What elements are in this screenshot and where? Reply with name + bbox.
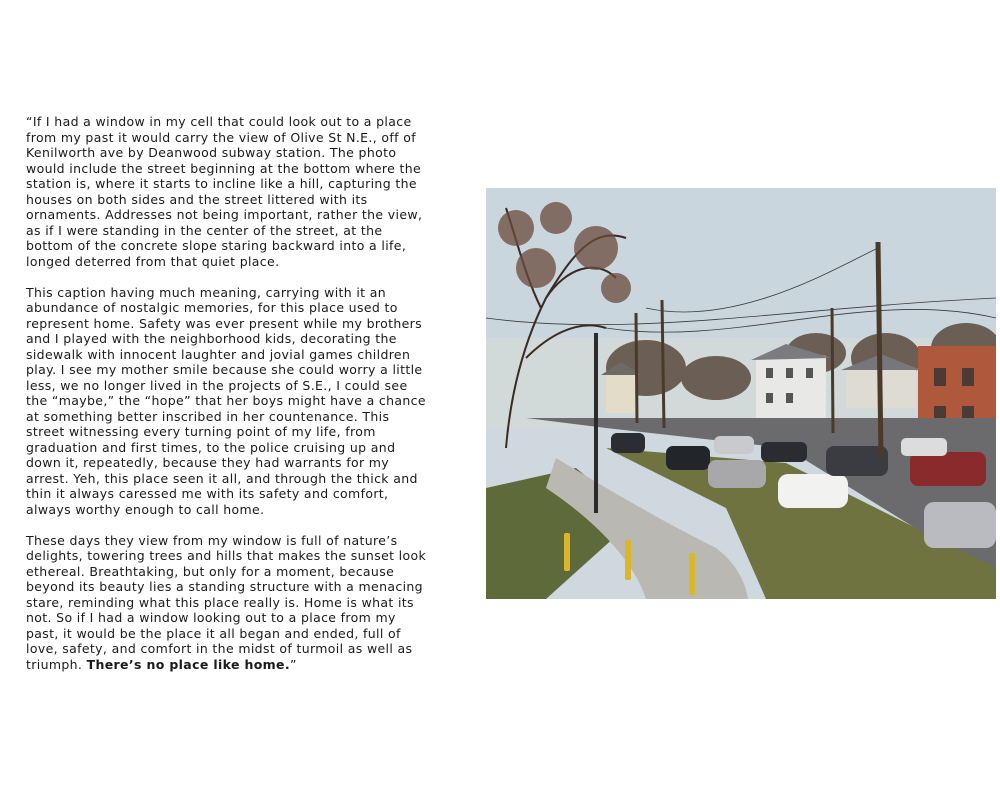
street-photograph [486,188,996,599]
caption-paragraph-2: This caption having much meaning, carrying with it an abundance of nostalgic memories, for this place used to represent home. Safety was ever present while my brothers and I played with the neighborhood kids, decorating the sidewalk with innocent laughter and jovial games children play. I see my mother smile because she could worry a little less, we no longer lived in the projects of S.E., I could see the “maybe,” the “hope” that her boys might have a chance at something better inscribed in her countenance. This street witnessing every turning point of my life, from graduation and first times, to the police cruising up and down it, repeatedly, because they had warrants for my arrest. Yeh, this place seen it all, and through the thick and thin it always caressed me with its safety and comfort, always worthy enough to call home. [26,284,426,517]
caption-paragraph-3 [26,533,454,673]
caption-paragraph-1: “If I had a window in my cell that could look out to a place from my past it would carry the view of Olive St N.E., off of Kenilworth ave by Deanwood subway station. The photo would include the street beginning at the bottom where the station is, where it starts to incline like a hill, capturing the houses on both sides and the street littered with its ornaments. Addresses not being important, rather the view, as if I were standing in the center of the street, at the bottom of the concrete slope staring backward into a life, longed deterred from that quiet place. [26,114,423,269]
caption-text-column [26,114,454,688]
street-scene [486,188,996,599]
closing-quote: ” [289,656,297,672]
caption-paragraph-3-body: These days they view from my window is full of nature’s delights, towering trees and hills that makes the sunset look ethereal. Breathtaking, but only for a moment, because beyond its beauty lies a standing structure with a menacing stare, reminding what this place really is. Home is what its not. So if I had a window looking out to a place from my past, it would be the place it all began and ended, full of love, safety, and comfort in the midst of turmoil as well as triumph. [26,532,427,672]
white-house [751,344,831,418]
closing-line: There’s no place like home. [86,656,290,672]
